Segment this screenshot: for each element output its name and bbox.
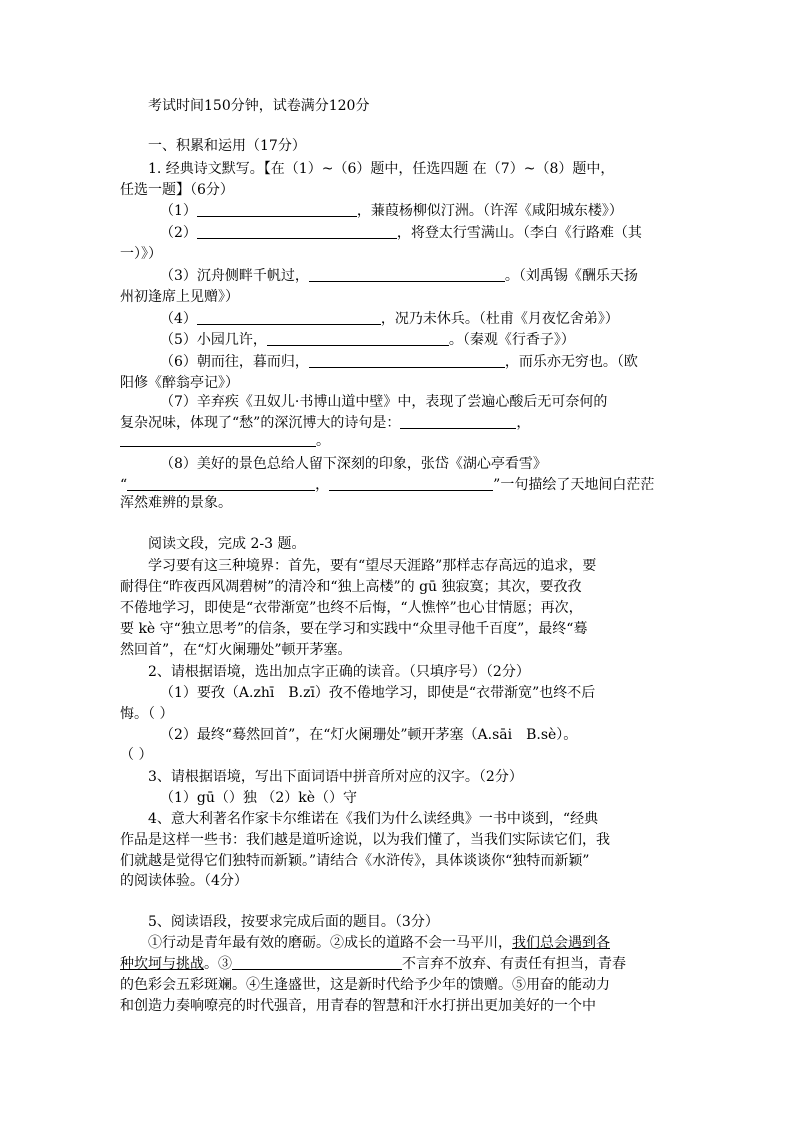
- q1-item7-comma: ，: [516, 415, 531, 431]
- q1-item6-text: ，而乐亦无穷也。（欧: [504, 354, 638, 370]
- q1-item1: [160, 202, 715, 220]
- q1-item8-comma: ，: [315, 477, 330, 493]
- answer-blank[interactable]: [309, 267, 505, 282]
- q5-underlined-sentence-end: 种坎坷与挑战: [120, 956, 204, 972]
- q1-item2: [160, 224, 715, 242]
- reading-line5: 然回首”，在“灯火阑珊处”顿开茅塞。: [120, 642, 352, 658]
- q2-item1-cont: 悔。（ ）: [120, 706, 174, 722]
- q5-stem: 5、阅读语段，按要求完成后面的题目。（3分）: [148, 914, 439, 930]
- reading-line2: 耐得住“昨夜西风凋碧树”的清冷和“独上高楼”的 gū 独寂寞；其次，要孜孜: [120, 579, 582, 595]
- q1-item4-number: （4）: [160, 311, 197, 327]
- q1-stem-line1: 1. 经典诗文默写。【在（1）~（6）题中，任选四题 在（7）~（8）题中，: [148, 161, 615, 177]
- reading-line1: 学习要有这三种境界：首先，要有“望尽天涯路”那样志存高远的追求，要: [148, 558, 597, 574]
- answer-blank[interactable]: [127, 476, 315, 491]
- q1-item3: [160, 267, 715, 285]
- q2-stem: 2、请根据语境，选出加点字正确的读音。（只填序号）（2分）: [148, 664, 530, 680]
- q1-item8-line3: 浑然难辨的景象。: [120, 495, 232, 511]
- q1-stem-line2: 任选一题】（6分）: [120, 182, 234, 198]
- q5-line1: [148, 934, 703, 952]
- answer-blank[interactable]: [232, 955, 402, 970]
- q1-item3-prefix: （3）沉舟侧畔千帆过，: [160, 268, 309, 284]
- q4-line4: 的阅读体验。（4分）: [120, 873, 248, 889]
- q1-item8-line1: （8）美好的景色总给人留下深刻的印象，张岱《湖心亭看雪》: [160, 456, 547, 472]
- q5-line1-text: ①行动是青年最有效的磨砺。②成长的道路不会一马平川，: [148, 935, 512, 951]
- q1-item7-end: 。: [316, 433, 330, 449]
- answer-blank[interactable]: [267, 331, 449, 346]
- q5-sentence3-marker: 。③: [204, 956, 232, 972]
- answer-blank[interactable]: [197, 310, 381, 325]
- answer-blank[interactable]: [329, 476, 493, 491]
- q5-underlined-sentence-start: 我们总会遇到各: [512, 935, 610, 951]
- q2-item1: （1）要孜（A.zhī B.zī）孜不倦地学习，即使是“衣带渐宽”也终不后: [160, 685, 596, 701]
- q5-line2: [120, 955, 675, 973]
- q4-line3: 们就越是觉得它们独特而新颖。”请结合《水浒传》，具体谈谈你“独特而新颖”: [120, 853, 590, 869]
- q1-item2-cont: 一）》）: [120, 246, 162, 262]
- q1-item1-number: （1）: [160, 203, 197, 219]
- q4-line1: 4、意大利著名作家卡尔维诺在《我们为什么读经典》一书中谈到，“经典: [148, 811, 599, 827]
- q1-item4: [160, 310, 715, 328]
- q1-item7-stem: 复杂况味，体现了“愁”的深沉博大的诗句是：: [120, 415, 401, 431]
- q3-items: （1）gū（）独 （2）kè（）守: [160, 790, 358, 806]
- section-title: 一、积累和运用（17分）: [148, 138, 306, 154]
- q1-item7-line2: [120, 414, 675, 432]
- q1-item6: [160, 353, 715, 371]
- q1-item3-text: 。（刘禹锡《酬乐天扬: [504, 268, 638, 284]
- reading-intro: 阅读文段，完成 2-3 题。: [148, 536, 306, 552]
- q1-item7-line3: [120, 432, 675, 450]
- q1-item2-number: （2）: [160, 225, 197, 241]
- q1-item3-cont: 州初逢席上见赠》）: [120, 289, 239, 305]
- q1-item6-prefix: （6）朝而往，暮而归，: [160, 354, 309, 370]
- q4-line2: 作品是这样一些书：我们越是道听途说，以为我们懂了，当我们实际读它们，我: [120, 832, 610, 848]
- q2-item2-cont: （ ）: [120, 747, 153, 763]
- reading-line4: 要 kè 守“独立思考”的信条，要在学习和实践中“众里寻他千百度”，最终“蓦: [120, 621, 588, 637]
- q1-item2-text: ，将登太行雪满山。（李白《行路难（其: [396, 225, 642, 241]
- q1-item8-line2: [120, 476, 675, 494]
- q1-item5-text: 。（秦观《行香子》）: [448, 332, 575, 348]
- q1-item4-text: ，况乃未休兵。（杜甫《月夜忆舍弟》）: [380, 311, 619, 327]
- reading-line3: 不倦地学习，即使是“衣带渐宽”也终不后悔，“人憔悴”也心甘情愿；再次，: [120, 600, 583, 616]
- q1-item5-prefix: （5）小园几许，: [160, 332, 267, 348]
- q1-item6-cont: 阳修《醉翁亭记》）: [120, 375, 239, 391]
- q5-line2-text: 不言弃不放弃、有责任有担当，青春: [402, 956, 626, 972]
- answer-blank[interactable]: [400, 414, 516, 429]
- q1-item5: [160, 331, 715, 349]
- q1-item8-close: ”一句描绘了天地间白茫茫: [493, 477, 655, 493]
- answer-blank[interactable]: [309, 353, 505, 368]
- exam-info: 考试时间150分钟，试卷满分120分: [148, 98, 370, 114]
- q1-item1-text: ，蒹葭杨柳似汀洲。（许浑《咸阳城东楼》）: [356, 203, 623, 219]
- answer-blank[interactable]: [120, 432, 316, 447]
- q2-item2: （2）最终“蓦然回首”，在“灯火阑珊处”顿开茅塞（A.sāi B.sè）。: [160, 727, 578, 743]
- q1-item8-open: “: [120, 477, 128, 493]
- q1-item7-line1: （7）辛弃疾《丑奴儿·书博山道中壁》中，表现了尝遍心酸后无可奈何的: [160, 394, 608, 410]
- q5-line4: 和创造力奏响嘹亮的时代强音，用青春的智慧和汗水打拼出更加美好的一个中: [120, 998, 596, 1014]
- q3-stem: 3、请根据语境，写出下面词语中拼音所对应的汉字。（2分）: [148, 769, 523, 785]
- answer-blank[interactable]: [197, 224, 397, 239]
- answer-blank[interactable]: [197, 202, 357, 217]
- q5-line3: 的色彩会五彩斑斓。④生逢盛世，这是新时代给予少年的馈赠。⑤用奋的能动力: [120, 977, 610, 993]
